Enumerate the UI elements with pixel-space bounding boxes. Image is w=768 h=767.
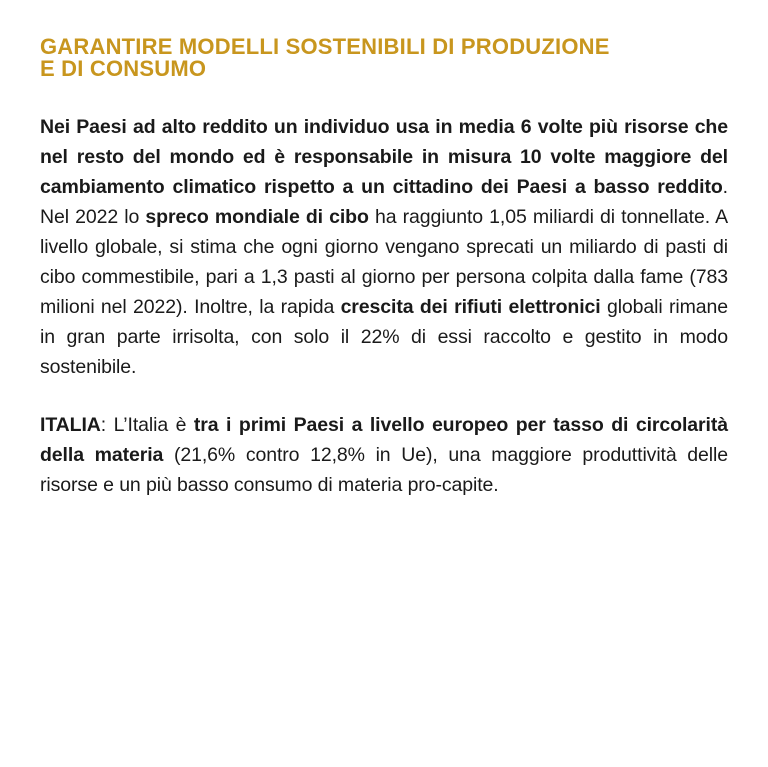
italy-paragraph xyxy=(40,410,728,500)
circularity-highlight: tra i primi Paesi a livello europeo per tasso di circolarità della materia xyxy=(40,414,728,466)
page-title-line-1: GARANTIRE MODELLI SOSTENIBILI DI PRODUZIONE xyxy=(40,34,610,59)
text-segment: (21,6% contro 12,8% in Ue), una maggiore produttività delle risorse e un più basso consumo di materia pro-capite. xyxy=(40,444,728,496)
food-waste-highlight: spreco mondiale di cibo xyxy=(145,206,369,228)
page-title xyxy=(40,36,728,80)
page-title-line-2: E DI CONSUMO xyxy=(40,56,207,81)
text-segment: : L’Italia è xyxy=(100,414,194,436)
italy-label: ITALIA xyxy=(40,414,101,436)
page-content xyxy=(40,36,728,500)
text-segment: globali rimane in gran parte irrisolta, con solo il 22% di essi raccolto e gestito in modo sostenibile. xyxy=(40,296,729,378)
text-segment: ha raggiunto 1,05 miliardi di tonnellate. A livello globale, si stima che ogni giorno vengano sprecati un miliardo di pasti di cibo commestibile, pari a 1,3 pasti al giorno per persona colpita dalla fame (783 milioni nel 2022). Inoltre, la rapida xyxy=(40,206,728,318)
global-paragraph xyxy=(40,112,728,382)
high-income-statement: Nei Paesi ad alto reddito un individuo usa in media 6 volte più risorse che nel resto del mondo ed è responsabile in misura 10 volte maggiore del cambiamento climatico rispetto a un cittadino dei Paesi a basso reddito xyxy=(40,116,728,198)
text-segment: . Nel 2022 lo xyxy=(40,176,728,228)
e-waste-highlight: crescita dei rifiuti elettronici xyxy=(340,296,601,318)
